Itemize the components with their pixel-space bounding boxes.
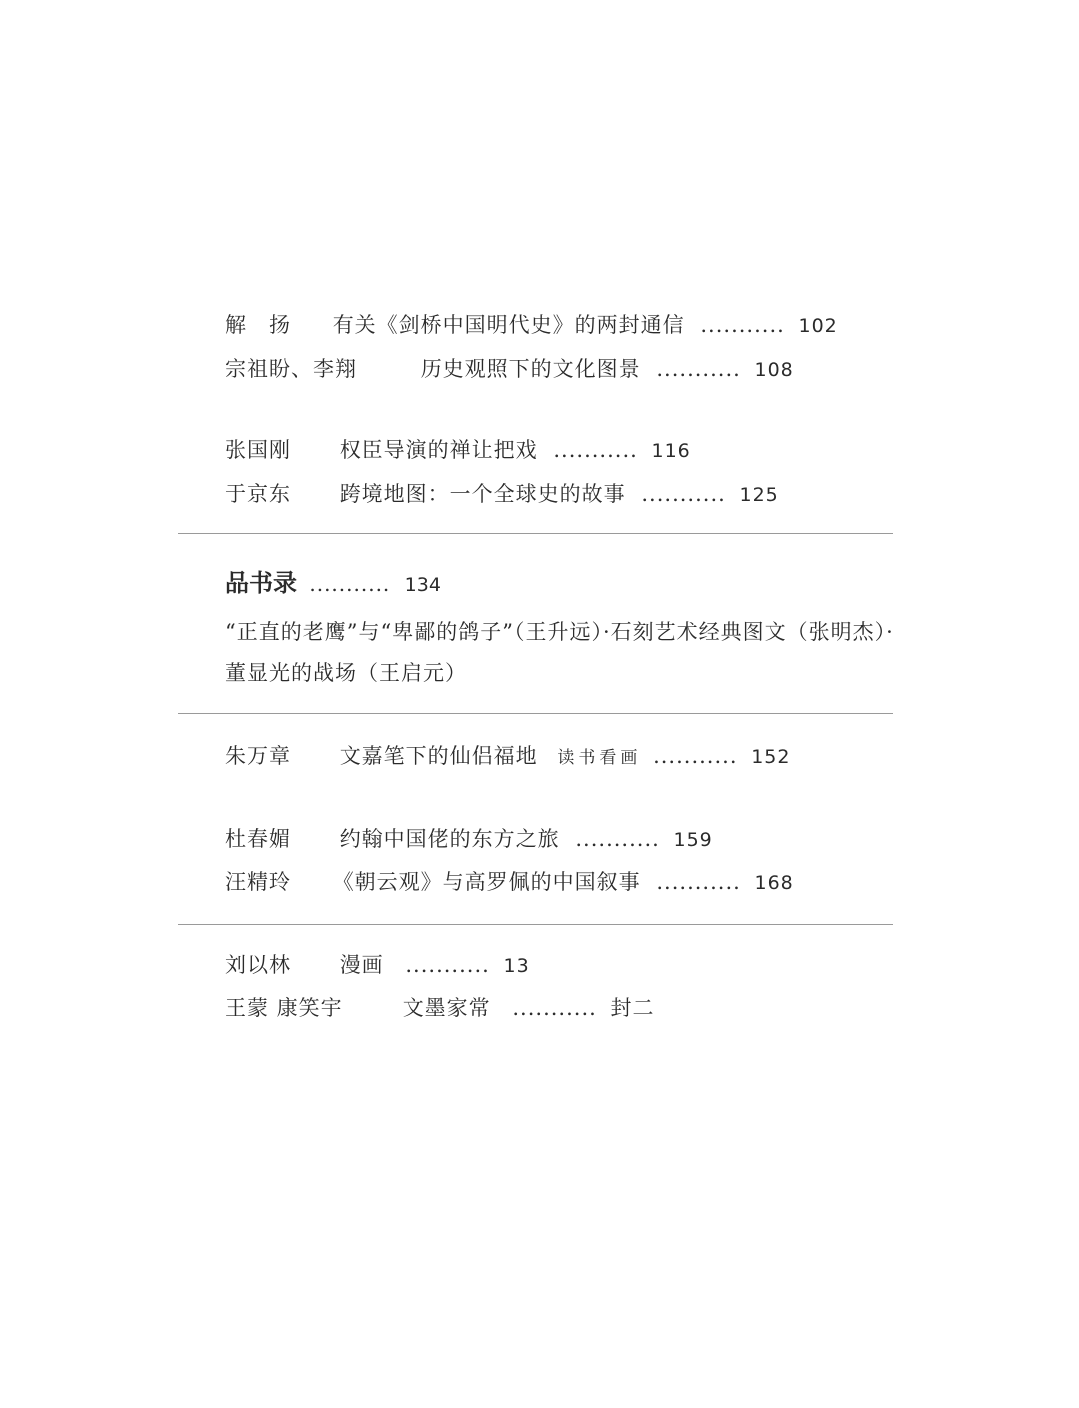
- entry-page-number: 159: [673, 829, 713, 851]
- toc-entry[interactable]: [225, 825, 713, 854]
- entry-title: 权臣导演的禅让把戏: [339, 438, 538, 462]
- dot-leader: ...........: [405, 953, 490, 977]
- entry-author: 朱万章: [225, 744, 291, 768]
- entry-author: 王蒙 康笑宇: [225, 996, 343, 1020]
- entry-author: 杜春媚: [225, 827, 291, 851]
- toc-entry[interactable]: [225, 994, 655, 1022]
- entry-author: 解 扬: [225, 313, 291, 337]
- entry-title: 文嘉笔下的仙侣福地: [339, 744, 538, 768]
- section-divider: [178, 924, 893, 925]
- section-title: 品书录: [225, 568, 297, 597]
- dot-leader: ...........: [309, 572, 391, 596]
- toc-entry[interactable]: [225, 742, 790, 772]
- entry-page-number: 102: [798, 315, 838, 337]
- entry-title: 跨境地图：一个全球史的故事: [339, 482, 626, 506]
- entry-author: 汪精玲: [225, 870, 291, 894]
- entry-page-number: 13: [503, 955, 530, 977]
- entry-title: 历史观照下的文化图景: [420, 357, 641, 381]
- section-divider: [178, 713, 893, 714]
- entry-page-number: 152: [751, 746, 791, 768]
- entry-author: 张国刚: [225, 438, 291, 462]
- entry-title: 漫画: [339, 953, 384, 977]
- dot-leader: ...........: [653, 744, 738, 768]
- entry-page-number: 108: [754, 359, 794, 381]
- entry-page-number: 116: [651, 440, 691, 462]
- dot-leader: ...........: [512, 996, 597, 1020]
- entry-author: 于京东: [225, 482, 291, 506]
- dot-leader: ...........: [656, 357, 741, 381]
- section-heading[interactable]: [225, 568, 441, 600]
- section-page-number: 134: [404, 574, 441, 596]
- toc-entry[interactable]: [225, 868, 794, 897]
- toc-entry[interactable]: [225, 311, 838, 340]
- section-divider: [178, 533, 893, 534]
- toc-entry[interactable]: [225, 951, 530, 980]
- entry-title: 文墨家常: [402, 996, 491, 1020]
- dot-leader: ...........: [575, 827, 660, 851]
- entry-title: 《朝云观》与高罗佩的中国叙事: [332, 870, 641, 894]
- entry-author: 宗祖盼、李翔: [225, 357, 357, 381]
- entry-page-number: 168: [754, 872, 794, 894]
- entry-page-number: 125: [739, 484, 779, 506]
- dot-leader: ...........: [700, 313, 785, 337]
- entry-title: 有关《剑桥中国明代史》的两封通信: [332, 313, 685, 337]
- toc-entry[interactable]: [225, 436, 691, 465]
- dot-leader: ...........: [553, 438, 638, 462]
- entry-title: 约翰中国佬的东方之旅: [339, 827, 560, 851]
- entry-page-number: 封二: [610, 996, 655, 1020]
- dot-leader: ...........: [641, 482, 726, 506]
- toc-entry[interactable]: [225, 355, 794, 384]
- section-description: “正直的老鹰”与“卑鄙的鸽子”（王升远）·石刻艺术经典图文（张明杰）·董显光的战场（王启元）: [225, 620, 894, 685]
- dot-leader: ...........: [656, 870, 741, 894]
- entry-author: 刘以林: [225, 953, 291, 977]
- toc-entry[interactable]: [225, 480, 779, 509]
- column-tag: 读书看画: [557, 748, 642, 768]
